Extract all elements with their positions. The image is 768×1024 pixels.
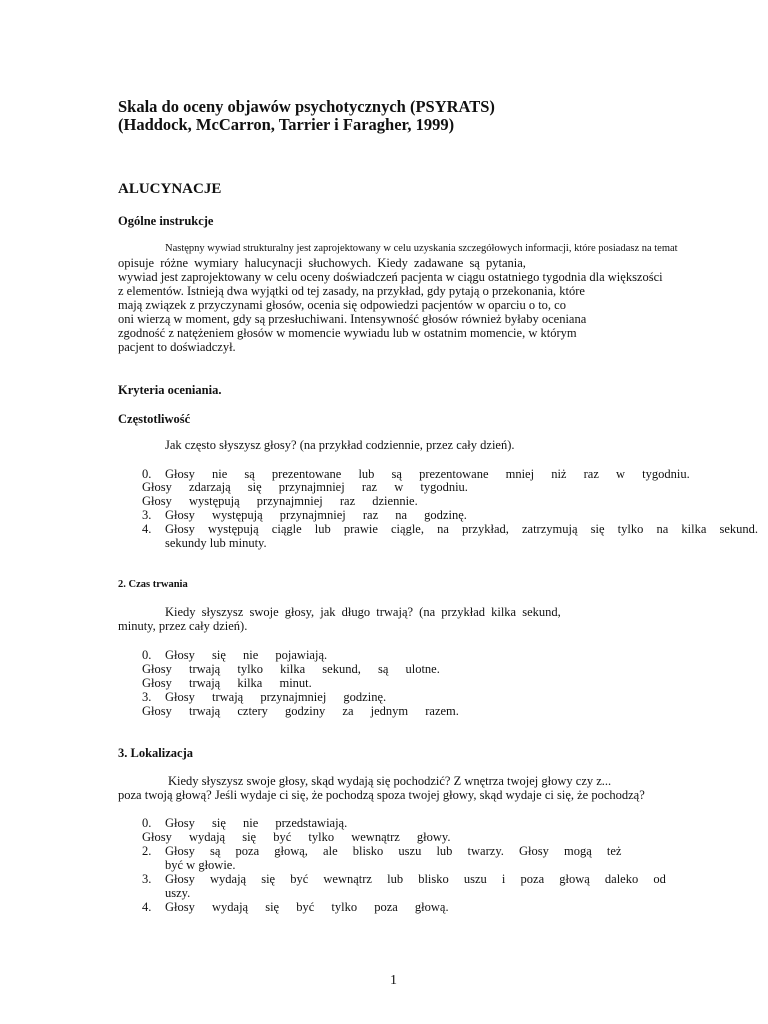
location-question-line-2: poza twoją głową? Jeśli wydaje ci się, że pochodzą spoza twojej głowy, skąd wydaje ci się, że pochodzą? xyxy=(118,788,645,802)
frequency-item-4: Głosy występują ciągle lub prawie ciągle, na przykład, zatrzymują się tylko na kilka sekund. xyxy=(165,522,759,536)
duration-question-line-1: Kiedy słyszysz swoje głosy, jak długo trwają? (na przykład kilka sekund, xyxy=(165,605,561,619)
frequency-item-4-num: 4. xyxy=(142,522,152,536)
duration-item-2: Głosy trwają kilka minut. xyxy=(142,676,312,690)
general-line-5: mają związek z przyczynami głosów, ocenia się odpowiedzi pacjentów w oparciu o to, co xyxy=(118,298,566,312)
location-question-line-1: Kiedy słyszysz swoje głosy, skąd wydają się pochodzić? Z wnętrza twojej głowy czy z... xyxy=(168,774,612,788)
general-line-2: opisuje różne wymiary halucynacji słuchowych. Kiedy zadawane są pytania, xyxy=(118,256,526,270)
document-title: Skala do oceny objawów psychotycznych (PSYRATS) xyxy=(118,97,495,116)
location-item-1: Głosy wydają się być tylko wewnątrz głowy. xyxy=(142,830,451,844)
frequency-item-1: Głosy zdarzają się przynajmniej raz w tygodniu. xyxy=(142,480,468,494)
section-heading: ALUCYNACJE xyxy=(118,181,222,197)
location-item-2-cont: być w głowie. xyxy=(165,858,236,872)
frequency-question: Jak często słyszysz głosy? (na przykład codziennie, przez cały dzień). xyxy=(165,438,515,452)
frequency-item-2: Głosy występują przynajmniej raz dziennie. xyxy=(142,494,418,508)
location-item-0-num: 0. xyxy=(142,816,152,830)
general-line-4: z elementów. Istnieją dwa wyjątki od tej zasady, na przykład, gdy pytają o przekonania, które xyxy=(118,284,585,298)
duration-item-3: Głosy trwają przynajmniej godzinę. xyxy=(165,690,387,704)
location-heading: 3. Lokalizacja xyxy=(118,746,193,760)
document-subtitle: (Haddock, McCarron, Tarrier i Faragher, 1999) xyxy=(118,115,455,134)
duration-item-0: Głosy się nie pojawiają. xyxy=(165,648,328,662)
general-line-8: pacjent to doświadczył. xyxy=(118,340,236,354)
location-item-0: Głosy się nie przedstawiają. xyxy=(165,816,348,830)
frequency-item-0-num: 0. xyxy=(142,467,152,481)
duration-item-3-num: 3. xyxy=(142,690,152,704)
duration-item-0-num: 0. xyxy=(142,648,152,662)
location-item-2-num: 2. xyxy=(142,844,152,858)
general-intro-line: Następny wywiad strukturalny jest zaprojektowany w celu uzyskania szczegółowych informacji, które posiadasz na temat xyxy=(165,243,678,254)
duration-item-4: Głosy trwają cztery godziny za jednym razem. xyxy=(142,704,459,718)
frequency-item-0: Głosy nie są prezentowane lub są prezentowane mniej niż raz w tygodniu. xyxy=(165,467,690,481)
location-item-3: Głosy wydają się być wewnątrz lub blisko uszu i poza głową daleko od xyxy=(165,872,666,886)
location-item-2: Głosy są poza głową, ale blisko uszu lub twarzy. Głosy mogą też xyxy=(165,844,622,858)
general-line-7: zgodność z natężeniem głosów w momencie wywiadu lub w ostatnim momencie, w którym xyxy=(118,326,577,340)
duration-heading: 2. Czas trwania xyxy=(118,579,188,590)
frequency-heading: Częstotliwość xyxy=(118,412,191,426)
general-line-3: wywiad jest zaprojektowany w celu oceny doświadczeń pacjenta w ciągu ostatniego tygodnia dla większości xyxy=(118,270,663,284)
frequency-item-3: Głosy występują przynajmniej raz na godzinę. xyxy=(165,508,467,522)
duration-item-1: Głosy trwają tylko kilka sekund, są ulotne. xyxy=(142,662,440,676)
page-number: 1 xyxy=(390,973,397,988)
location-item-3-cont: uszy. xyxy=(165,886,191,900)
general-line-6: oni wierzą w moment, gdy są przesłuchiwani. Intensywność głosów również byłaby oceniana xyxy=(118,312,587,326)
frequency-item-3-num: 3. xyxy=(142,508,152,522)
location-item-4: Głosy wydają się być tylko poza głową. xyxy=(165,900,449,914)
criteria-heading: Kryteria oceniania. xyxy=(118,383,222,397)
duration-question-line-2: minuty, przez cały dzień). xyxy=(118,619,248,633)
location-item-4-num: 4. xyxy=(142,900,152,914)
frequency-item-4-cont: sekundy lub minuty. xyxy=(165,536,267,550)
location-item-3-num: 3. xyxy=(142,872,152,886)
general-instructions-heading: Ogólne instrukcje xyxy=(118,214,214,228)
